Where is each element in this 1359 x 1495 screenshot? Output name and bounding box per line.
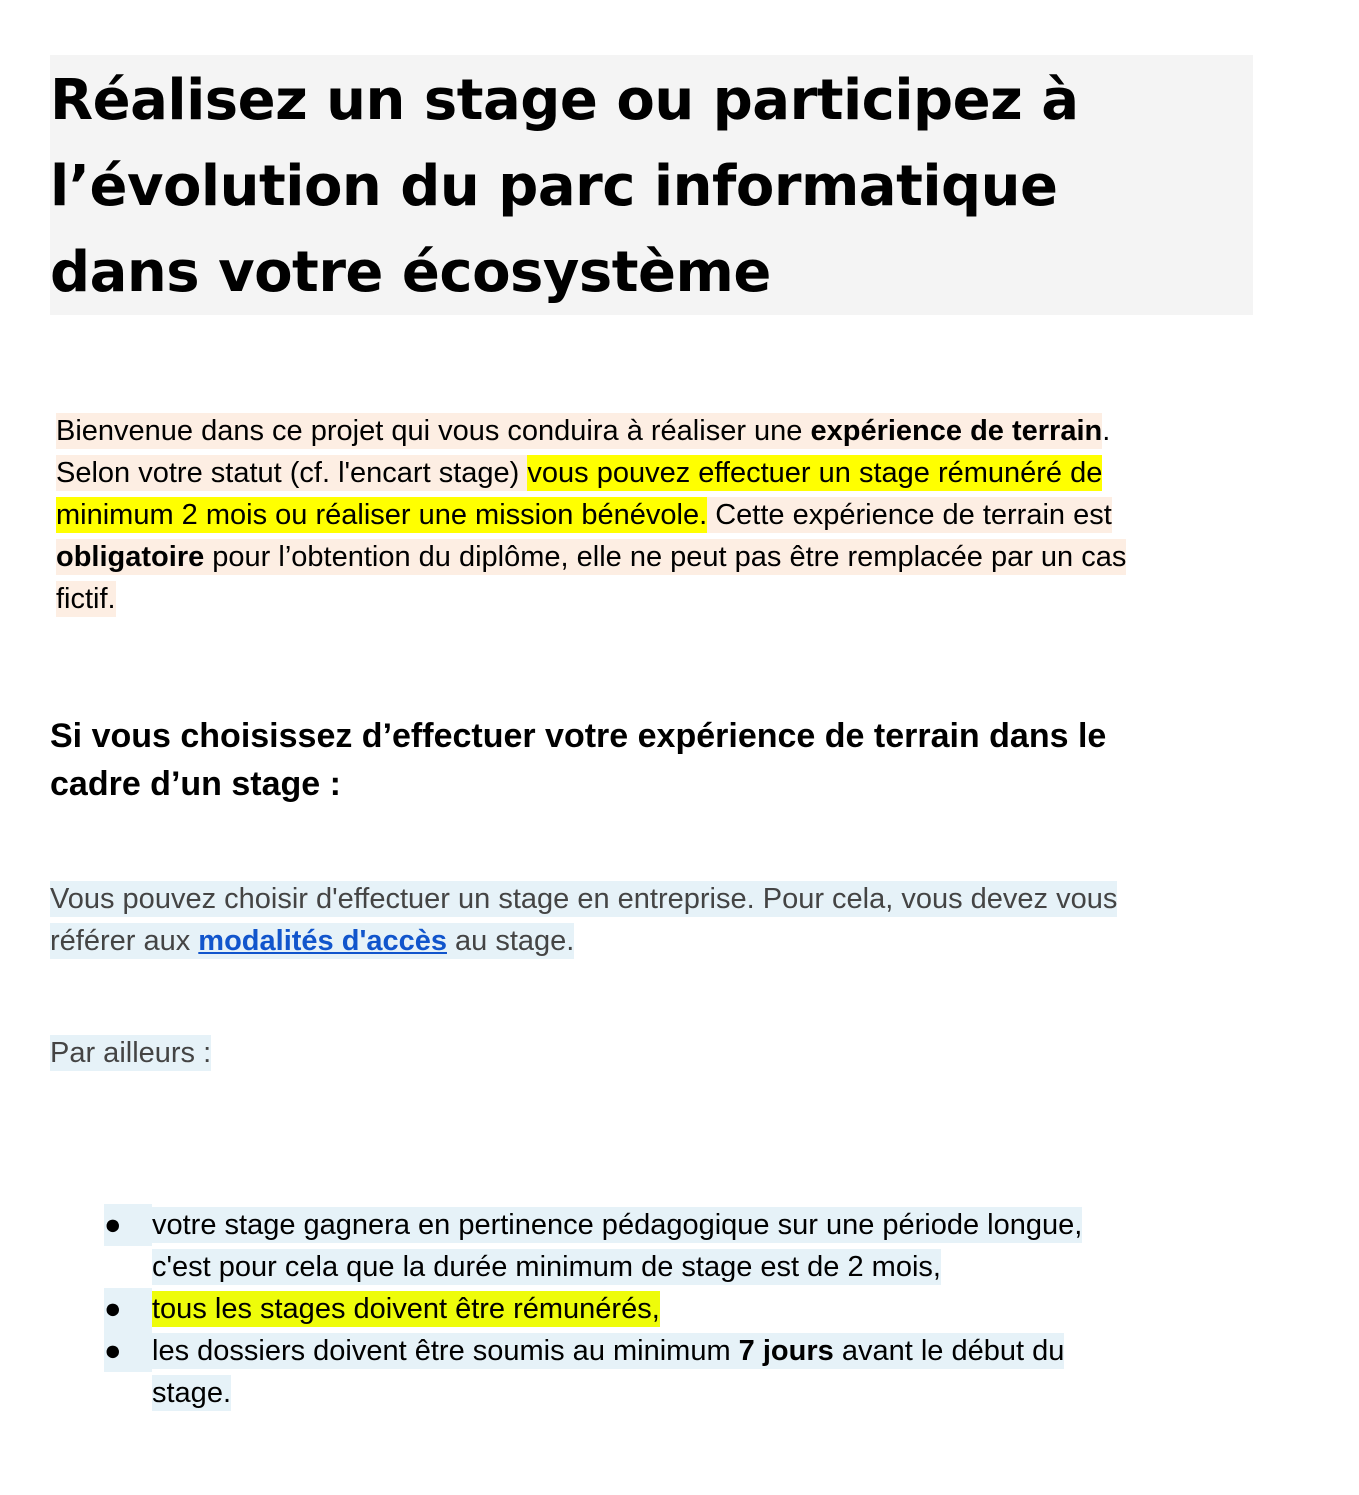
list-item-text: stage. [152, 1377, 231, 1409]
intro-line-2 [56, 452, 1256, 494]
access-text: Vous pouvez choisir d'effectuer un stage en entreprise. Pour cela, vous devez vous [50, 883, 1118, 915]
intro-line-5 [56, 578, 1256, 620]
page-title [50, 55, 1253, 316]
list-item [104, 1330, 1304, 1414]
title-line-3: dans votre écosystème [50, 240, 771, 305]
intro-text: pour l’obtention du diplôme, elle ne peut pas être remplacée par un cas [204, 541, 1127, 573]
list-item [104, 1204, 1304, 1288]
access-paragraph [50, 878, 1290, 962]
intro-bold-obligatoire: obligatoire [56, 541, 205, 573]
intro-highlight-mission: minimum 2 mois ou réaliser une mission bénévole. [56, 499, 708, 531]
intro-highlight-stage: vous pouvez effectuer un stage rémunéré de [527, 457, 1103, 489]
intro-paragraph [56, 410, 1256, 620]
access-line-1 [50, 878, 1290, 920]
title-line-2: l’évolution du parc informatique [50, 154, 1058, 219]
bullet-icon: ● [104, 1288, 152, 1330]
intro-text: . [1102, 415, 1111, 447]
intro-text: Bienvenue dans ce projet qui vous conduira à réaliser une [56, 415, 811, 447]
section-heading-line-2: cadre d’un stage : [50, 765, 341, 803]
par-ailleurs-paragraph [50, 1032, 211, 1074]
title-line-1: Réalisez un stage ou participez à [50, 68, 1079, 133]
intro-line-4 [56, 536, 1256, 578]
section-heading [50, 712, 1270, 808]
conditions-list [104, 1204, 1304, 1414]
list-item-text: avant le début du [833, 1335, 1065, 1367]
intro-text: Cette expérience de terrain est [707, 499, 1112, 531]
access-text: référer aux [50, 925, 199, 957]
bullet-icon: ● [104, 1330, 152, 1372]
intro-line-3 [56, 494, 1256, 536]
intro-line-1 [56, 410, 1256, 452]
bullet-icon: ● [104, 1204, 152, 1246]
list-item-text: c'est pour cela que la durée minimum de stage est de 2 mois, [152, 1251, 941, 1283]
intro-text: Selon votre statut (cf. l'encart stage) [56, 457, 528, 489]
intro-text: fictif. [56, 583, 116, 615]
title-block [50, 55, 1253, 315]
list-item [104, 1288, 1304, 1330]
list-item-bold-7-jours: 7 jours [738, 1335, 834, 1367]
intro-bold-experience: expérience de terrain [810, 415, 1103, 447]
list-item-text: votre stage gagnera en pertinence pédagogique sur une période longue, [152, 1209, 1083, 1241]
section-heading-line-1: Si vous choisissez d’effectuer votre expérience de terrain dans le [50, 717, 1107, 755]
list-item-text: les dossiers doivent être soumis au minimum [152, 1335, 739, 1367]
access-text: au stage. [446, 925, 575, 957]
list-item-text-highlight: tous les stages doivent être rémunérés, [152, 1293, 660, 1325]
par-ailleurs-text: Par ailleurs : [50, 1037, 212, 1069]
access-line-2 [50, 920, 1290, 962]
modalites-acces-link[interactable]: modalités d'accès [198, 925, 447, 957]
